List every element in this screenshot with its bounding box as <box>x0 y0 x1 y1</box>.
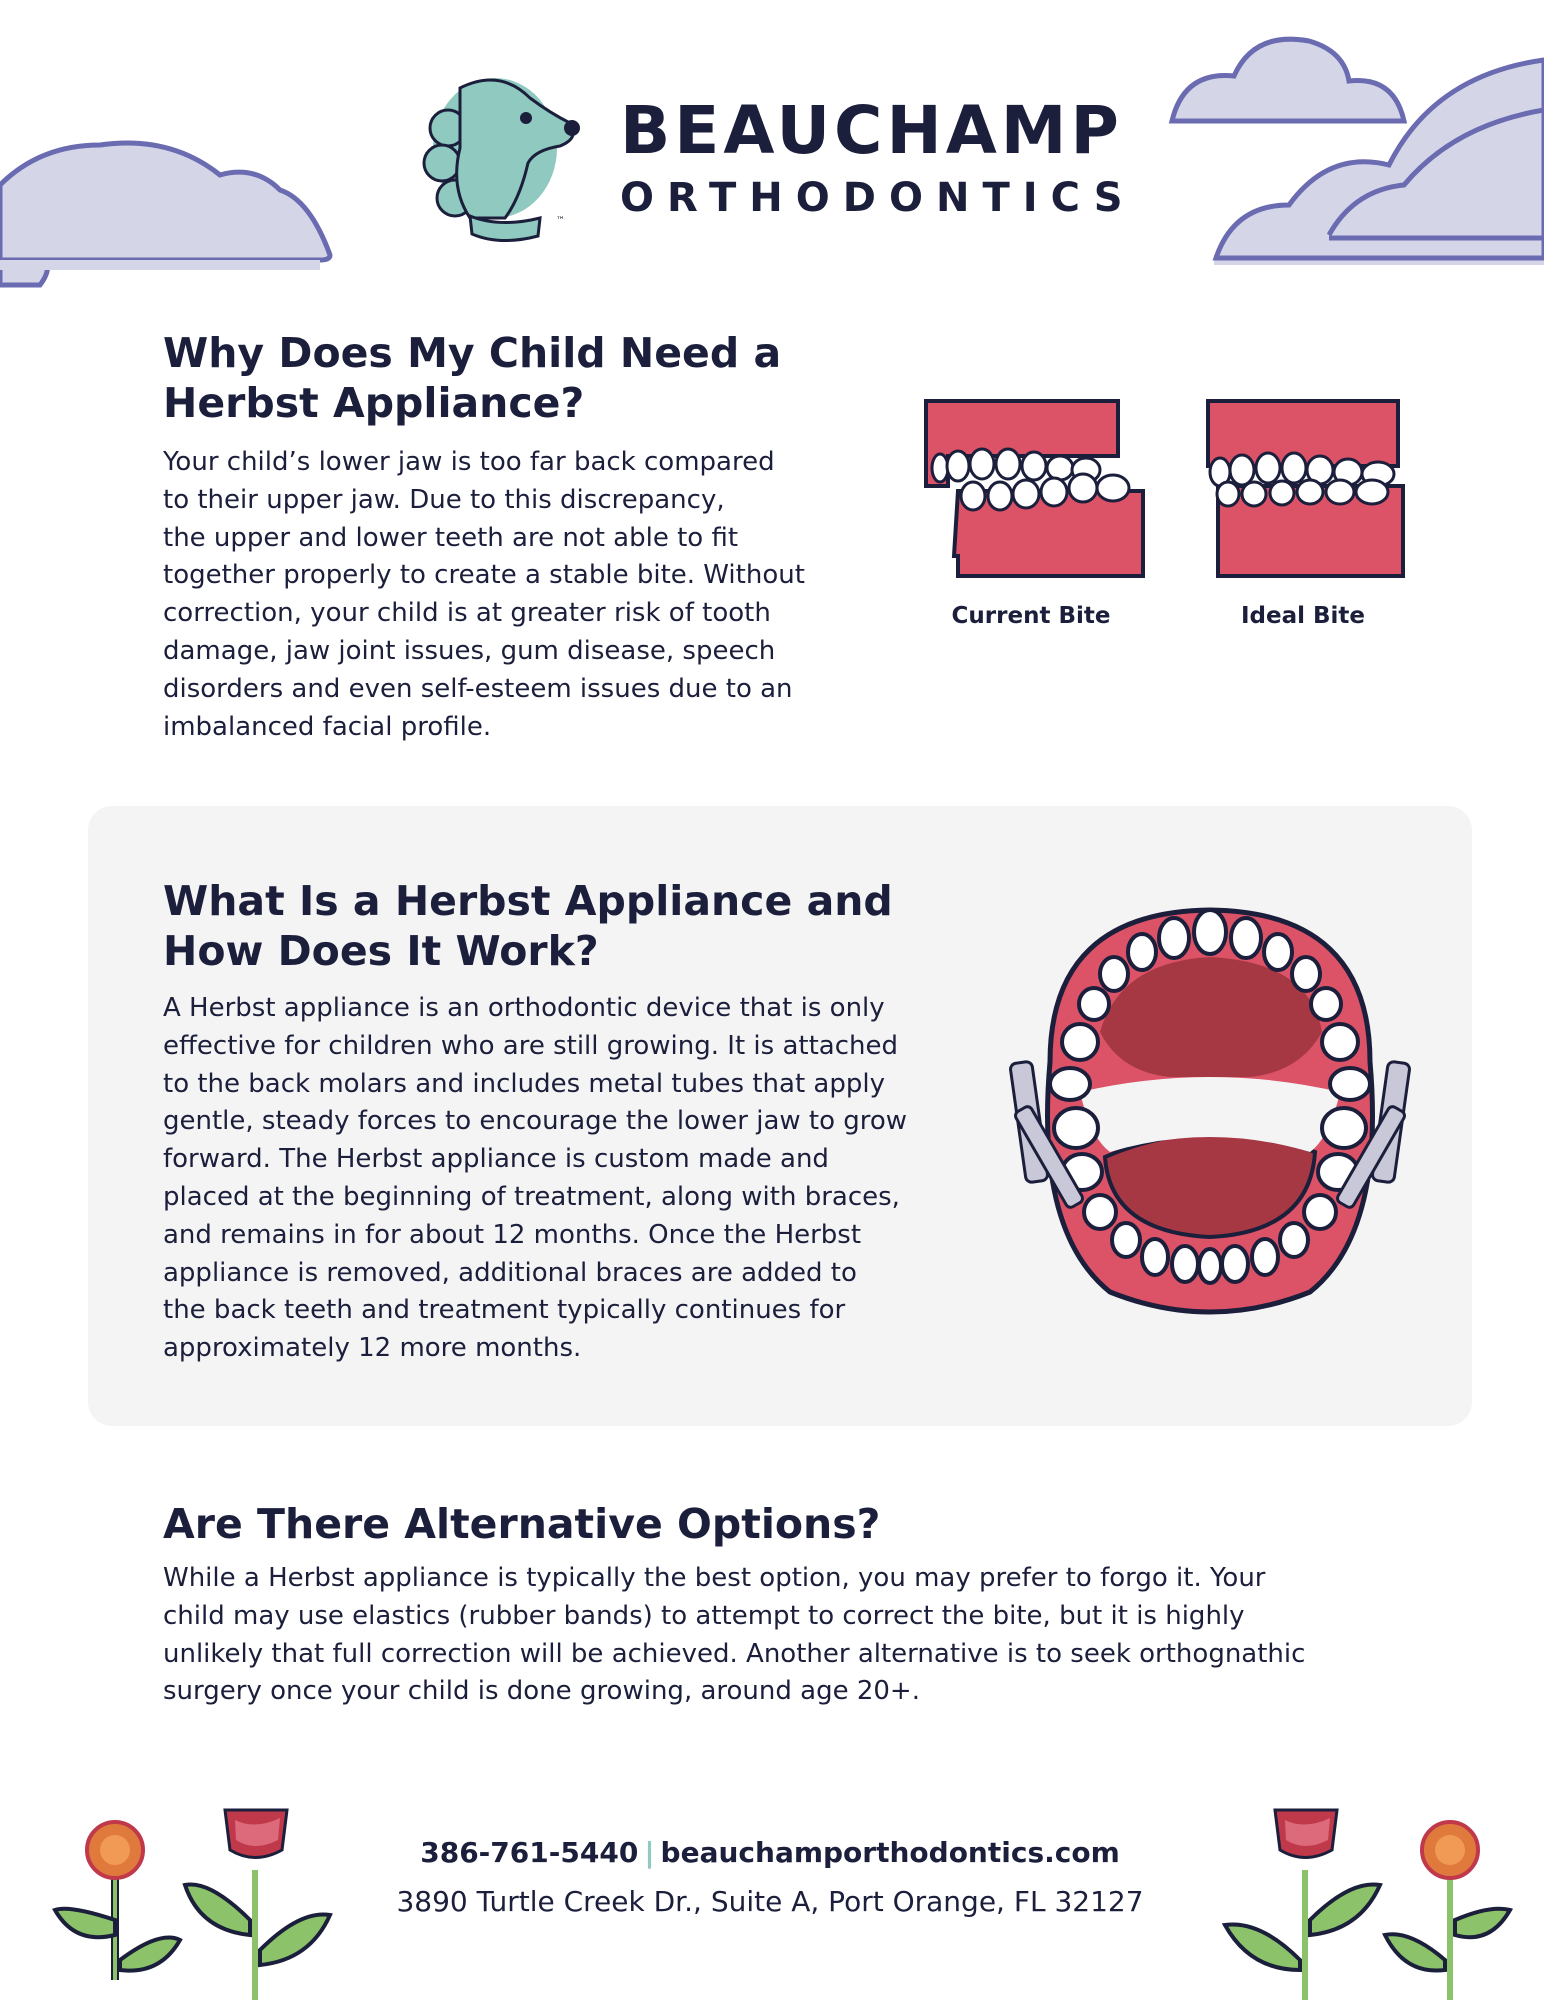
footer-contact-line <box>370 1836 1170 1869</box>
footer-address: 3890 Turtle Creek Dr., Suite A, Port Orange, FL 32127 <box>396 1885 1144 1918</box>
footer-separator: | <box>644 1836 655 1869</box>
flowers-left-decoration <box>50 1810 350 2000</box>
footer-website-link[interactable]: beauchamporthodontics.com <box>660 1836 1120 1869</box>
ideal-bite-illustration <box>1198 396 1408 596</box>
section1-body <box>163 444 805 746</box>
section2-body-line: appliance is removed, additional braces are added to <box>163 1257 857 1288</box>
cloud-top-left-decoration <box>0 60 340 320</box>
section2-heading-line1: What Is a Herbst Appliance and <box>163 877 893 925</box>
trademark-symbol: ™ <box>556 216 565 226</box>
section1-body-line: to their upper jaw. Due to this discrepancy, <box>163 484 725 515</box>
section1-heading <box>163 328 781 428</box>
section1-heading-line1: Why Does My Child Need a <box>163 329 782 377</box>
herbst-appliance-mouth-illustration <box>1010 902 1410 1322</box>
footer-phone-link[interactable]: 386-761-5440 <box>420 1836 639 1869</box>
section1-body-line: disorders and even self-esteem issues due to an <box>163 673 793 704</box>
section3-heading: Are There Alternative Options? <box>163 1500 881 1548</box>
section2-body-line: effective for children who are still growing. It is attached <box>163 1030 898 1061</box>
cloud-top-right-large-decoration <box>1214 40 1544 280</box>
section2-heading <box>163 876 893 976</box>
section3-body <box>163 1560 1305 1711</box>
section1-body-line: damage, jaw joint issues, gum disease, speech <box>163 635 776 666</box>
section1-body-line: together properly to create a stable bite. Without <box>163 560 805 591</box>
section3-body-line: unlikely that full correction will be achieved. Another alternative is to seek orthognathic <box>163 1638 1306 1669</box>
brand-name-line1: BEAUCHAMP <box>620 92 1123 169</box>
section2-body-line: gentle, steady forces to encourage the lower jaw to grow <box>163 1106 908 1137</box>
section2-body-line: and remains in for about 12 months. Once the Herbst <box>163 1219 862 1250</box>
section2-body-line: A Herbst appliance is an orthodontic device that is only <box>163 993 885 1023</box>
section2-body-line: to the back molars and includes metal tubes that apply <box>163 1068 885 1099</box>
brand-name-line2: ORTHODONTICS <box>620 175 1136 221</box>
section1-body-line: correction, your child is at greater risk of tooth <box>163 598 771 629</box>
section2-body-line: forward. The Herbst appliance is custom made and <box>163 1144 829 1175</box>
section2-body <box>163 990 907 1368</box>
section2-heading-line2: How Does It Work? <box>163 927 599 975</box>
section1-heading-line2: Herbst Appliance? <box>163 379 585 427</box>
section2-body-line: the back teeth and treatment typically continues for <box>163 1295 846 1326</box>
current-bite-caption: Current Bite <box>951 603 1111 629</box>
section1-body-line: the upper and lower teeth are not able to fit <box>163 522 739 553</box>
section2-body-line: approximately 12 more months. <box>163 1333 582 1364</box>
section1-body-line: imbalanced facial profile. <box>163 711 492 742</box>
section3-body-line: child may use elastics (rubber bands) to attempt to correct the bite, but it is highly <box>163 1600 1245 1631</box>
ideal-bite-caption: Ideal Bite <box>1240 603 1366 629</box>
section3-body-line: While a Herbst appliance is typically the best option, you may prefer to forgo it. Your <box>163 1563 1266 1593</box>
section2-body-line: placed at the beginning of treatment, along with braces, <box>163 1181 900 1212</box>
section1-body-line: Your child’s lower jaw is too far back compared <box>163 447 775 477</box>
current-bite-illustration <box>918 396 1158 596</box>
section3-body-line: surgery once your child is done growing, around age 20+. <box>163 1676 920 1707</box>
flowers-right-decoration <box>1220 1810 1520 2000</box>
